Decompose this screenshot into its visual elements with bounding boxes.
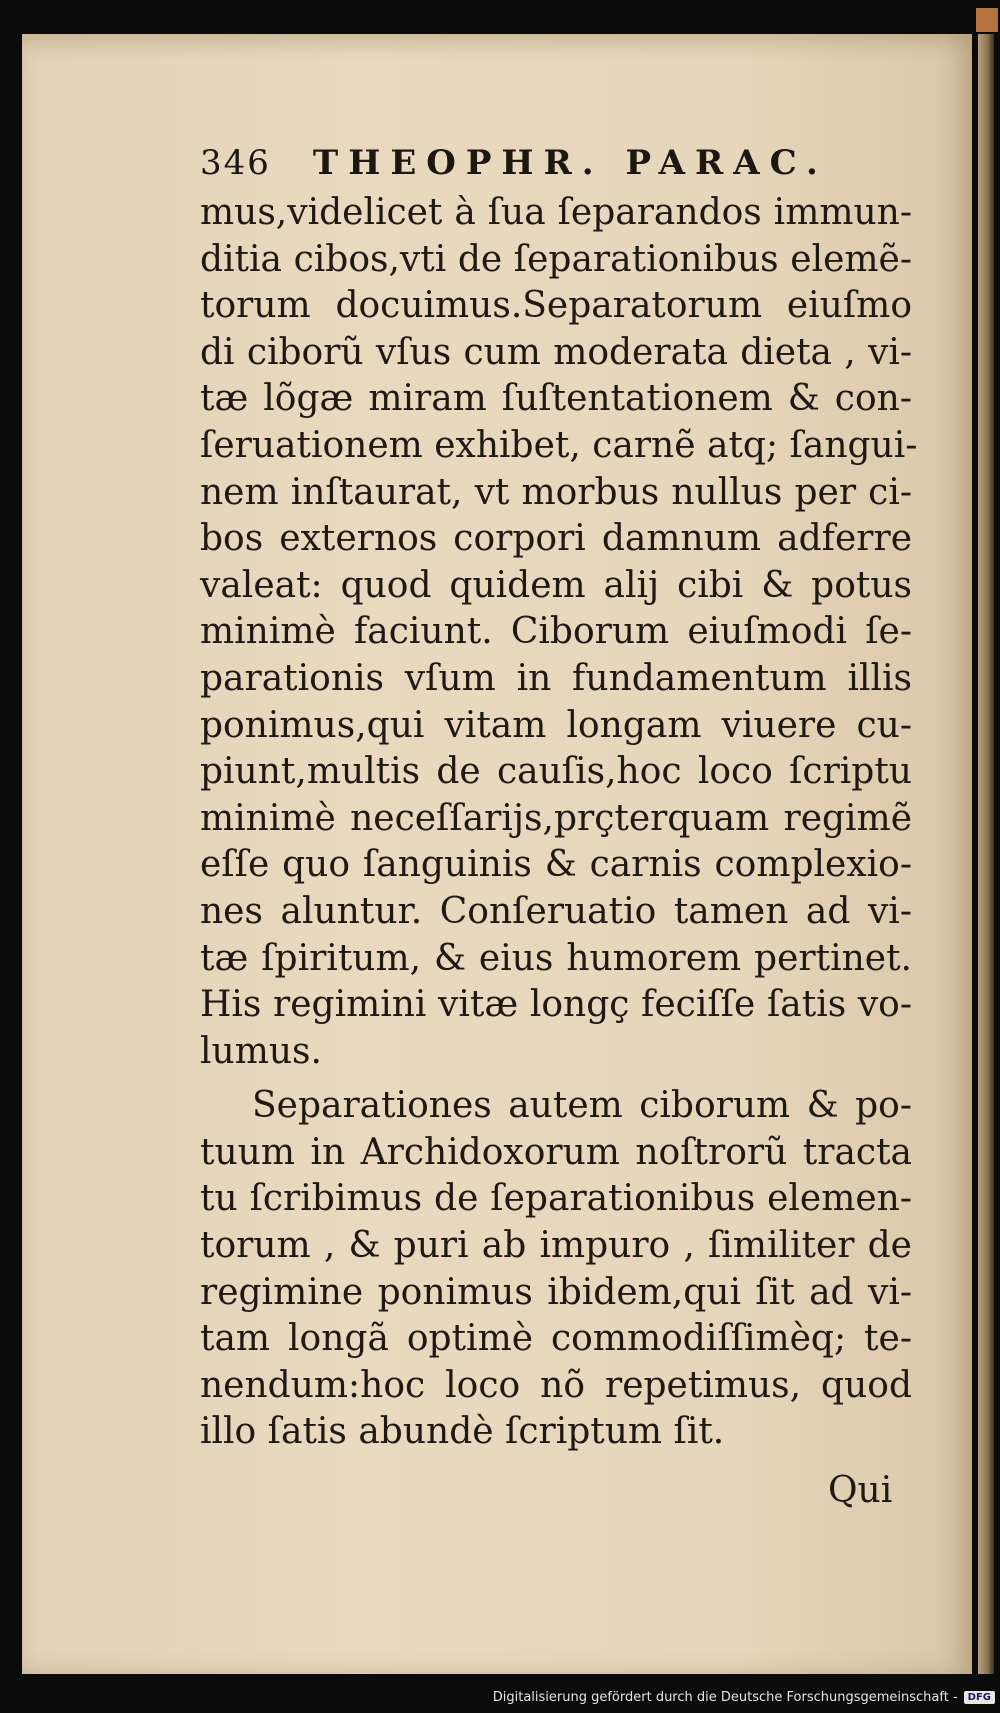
text-line: valeat: quod quidem alij cibi & potus [200, 564, 912, 606]
text-line: Separationes autem ciborum & po- [252, 1085, 912, 1127]
text-line: nes aluntur. Conſeruatio tamen ad vi- [200, 890, 912, 932]
text-line: minimè faciunt. Ciborum eiuſmodi ſe- [200, 611, 912, 653]
page-edge [978, 34, 994, 1674]
body-text [200, 190, 918, 1456]
text-line: nem inſtaurat, vt morbus nullus per ci- [200, 471, 912, 513]
text-line: ſeruationem exhibet, carnẽ atq; ſangui- [200, 424, 918, 466]
text-line: ditia cibos,vti de ſeparationibus elemẽ- [200, 238, 912, 280]
dfg-logo: DFG [964, 1691, 995, 1704]
footer-credit: Digitalisierung gefördert durch die Deutsche Forschungsgemeinschaft - [492, 1689, 958, 1705]
text-line: tu ſcribimus de ſeparationibus elemen- [200, 1178, 912, 1220]
text-line: bos externos corpori damnum adferre [200, 518, 912, 560]
text-line: nendum:hoc loco nõ repetimus, quod [200, 1364, 912, 1406]
page-header [200, 138, 910, 188]
text-line: mus,videlicet à ſua ſeparandos immun- [200, 192, 912, 233]
text-line: torum , & puri ab impuro , ſimiliter de [200, 1225, 912, 1267]
text-line: tæ ſpiritum, & eius humorem pertinet. [200, 937, 912, 979]
text-line: eſſe quo ſanguinis & carnis complexio- [200, 844, 912, 886]
text-line: piunt,multis de cauſis,hoc loco ſcriptu [200, 751, 912, 793]
book-corner [976, 8, 998, 32]
text-line: torum docuimus.Separatorum eiuſmo [200, 285, 912, 327]
page-number: 346 [200, 143, 271, 183]
running-head: THEOPHR. PARAC. [312, 143, 828, 183]
text-line: minimè neceſſarijs,prçterquam regimẽ [200, 797, 912, 839]
catchword: Qui [828, 1470, 893, 1511]
text-line: illo ſatis abundè ſcriptum ſit. [200, 1411, 725, 1453]
text-line: ponimus,qui vitam longam viuere cu- [200, 704, 912, 746]
text-line: tuum in Archidoxorum noſtrorũ tracta [200, 1131, 912, 1173]
text-line: regimine ponimus ibidem,qui ſit ad vi- [200, 1271, 912, 1313]
text-line: di ciborũ vſus cum moderata dieta , vi- [200, 331, 912, 373]
text-line: tam longã optimè commodiſſimèq; te- [200, 1318, 912, 1360]
footer [0, 1686, 995, 1708]
text-line: parationis vſum in fundamentum illis [200, 657, 912, 699]
text-line: lumus. [200, 1030, 322, 1072]
text-line: tæ lõgæ miram ſuſtentationem & con- [200, 378, 912, 420]
text-line: His regimini vitæ longç feciſſe ſatis vo- [200, 984, 912, 1026]
